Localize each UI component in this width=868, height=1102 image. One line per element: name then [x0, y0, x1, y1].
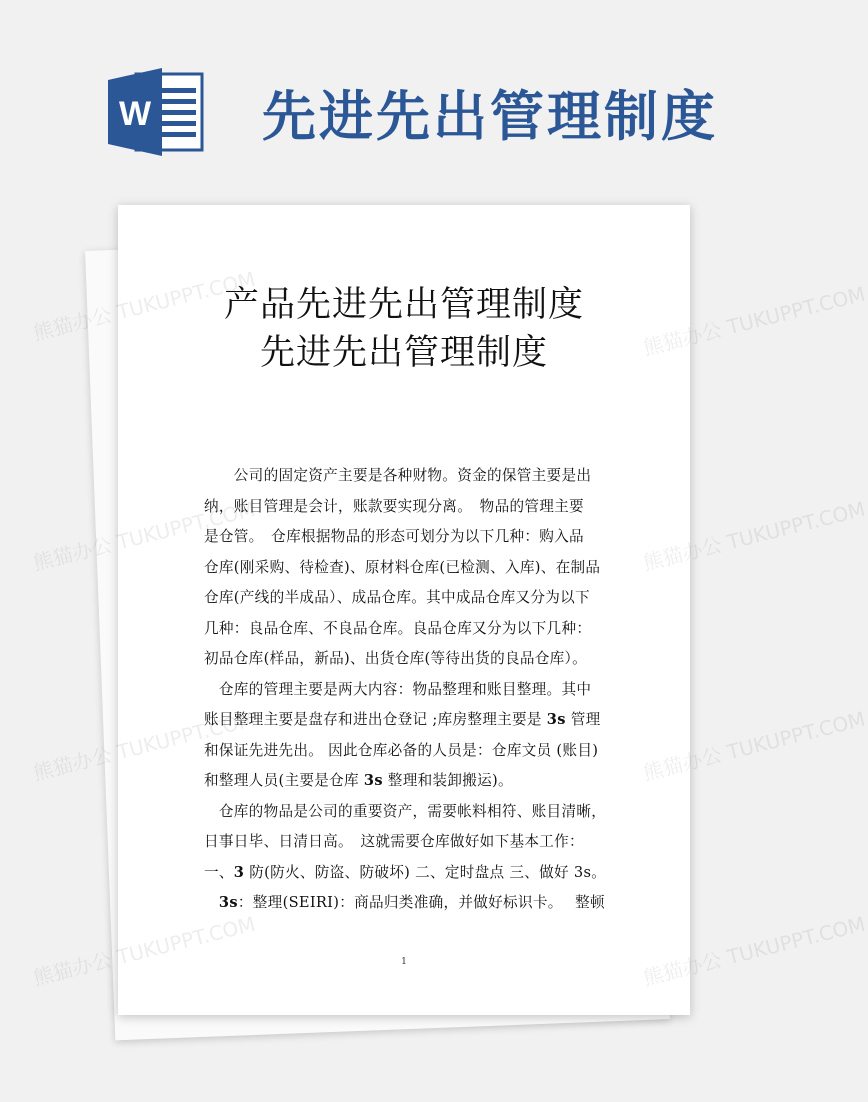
watermark-text: 熊猫办公 TUKUPPT.COM: [640, 496, 868, 576]
paragraph-line: [204, 736, 614, 767]
line-text: 公司的固定资产主要是各种财物。资金的保管主要是出: [204, 467, 592, 484]
page-number: 1: [401, 957, 407, 967]
document-subtitle: 先进先出管理制度: [259, 333, 548, 373]
line-text: 仓库的物品是公司的重要资产，需要帐料相符、账目清晰，: [204, 802, 607, 820]
paragraph-line: [204, 522, 614, 553]
paragraph-line: [204, 614, 614, 645]
line-text: 一、: [204, 863, 234, 881]
watermark-text: 熊猫办公: [30, 742, 115, 786]
line-text: 管理: [565, 711, 601, 728]
watermark-text: 熊猫办公: [30, 532, 115, 576]
watermark-text: 熊猫办公 TUKUPPT.COM: [640, 281, 868, 361]
watermark-text: 熊猫办公: [30, 302, 115, 346]
bold-term: 3s: [218, 894, 238, 911]
paragraph-line: [204, 705, 614, 736]
paragraph-line: [204, 583, 614, 614]
watermark-text: 熊猫办公 TUKUPPT.COM: [640, 706, 868, 786]
paragraph-line: [204, 675, 614, 706]
line-text: 初品仓库(样品，新品)、出货仓库(等待出货的良品仓库）。: [204, 650, 588, 667]
paragraph-line: [204, 461, 614, 492]
document-page: [118, 205, 690, 1015]
paragraph-line: [204, 797, 614, 828]
paragraph-line: [204, 858, 614, 889]
line-text: 是仓管。 仓库根据物品的形态可划分为以下几种：购入品: [204, 528, 584, 545]
bold-term: 3: [233, 863, 245, 881]
line-text: 日事日毕、日清日高。 这就需要仓库做好如下基本工作：: [204, 833, 584, 850]
line-text: 几种：良品仓库、不良品仓库。良品仓库又分为以下几种：: [204, 619, 592, 637]
line-text: ：整理(SEIRI)：商品归类准确，并做好标识卡。 整顿: [237, 894, 605, 911]
svg-text:W: W: [118, 95, 152, 133]
document-title: 产品先进先出管理制度: [223, 285, 584, 325]
watermark-text: 熊猫办公: [30, 947, 115, 991]
paragraph-line: [204, 827, 614, 858]
paragraph-line: [204, 766, 614, 797]
bold-term: 3s: [363, 772, 383, 789]
paragraph-line: [204, 492, 614, 523]
line-text: 仓库(产线的半成品）、成品仓库。其中成品仓库又分为以下: [204, 589, 590, 606]
line-text: 防(防火、防盗、防破坏) 二、定时盘点 三、做好 3s。: [244, 863, 607, 881]
line-text: 和保证先进先出。 因此仓库必备的人员是：仓库文员 (账目): [204, 741, 599, 759]
paragraph-line: [204, 888, 614, 919]
line-text: 仓库的管理主要是两大内容：物品整理和账目整理。其中: [204, 680, 592, 698]
bold-term: 3s: [546, 711, 566, 728]
line-text: 和整理人员(主要是仓库: [204, 772, 364, 789]
line-text: 纳，账目管理是会计，账款要实现分离。 物品的管理主要: [204, 497, 584, 515]
line-text: 整理和装卸搬运)。: [382, 772, 513, 789]
document-body: [204, 461, 614, 919]
line-text: 仓库(刚采购、待检查)、原材料仓库(已检测、入库)、在制品: [204, 558, 601, 576]
watermark-text: 熊猫办公 TUKUPPT.COM: [640, 911, 868, 991]
line-text: [204, 894, 219, 911]
paragraph-line: [204, 644, 614, 675]
line-text: 账目整理主要是盘存和进出仓登记 ;库房整理主要是: [204, 711, 547, 728]
paragraph-line: [204, 553, 614, 584]
header-title: 先进先出管理制度: [262, 85, 718, 148]
